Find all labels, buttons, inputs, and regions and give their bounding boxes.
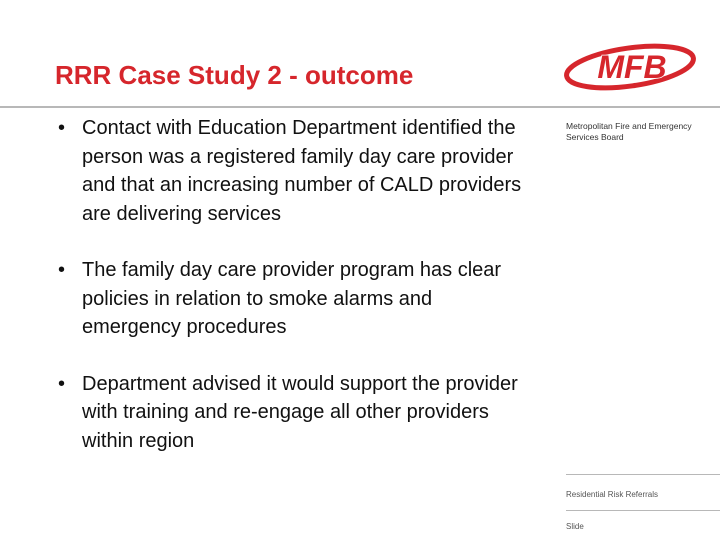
- title-divider: [0, 106, 720, 108]
- mfb-logo: [562, 42, 700, 92]
- organisation-name: Metropolitan Fire and Emergency Services Board: [566, 121, 692, 142]
- bullet-marker: •: [58, 259, 66, 281]
- slide-title: RRR Case Study 2 - outcome: [55, 60, 414, 90]
- bullet-marker: •: [58, 117, 66, 139]
- bullet-item: [58, 370, 533, 456]
- bullet-text: Contact with Education Department identified the person was a registered family day care provider and that an increasing number of CALD providers are delivering services: [82, 117, 522, 225]
- footer-divider-top: [566, 474, 720, 475]
- bullet-text: The family day care provider program has clear policies in relation to smoke alarms and emergency procedures: [82, 259, 502, 338]
- bullet-list: [58, 114, 533, 483]
- footer-slide-label: Slide: [566, 522, 584, 531]
- bullet-item: [58, 114, 533, 228]
- bullet-item: [58, 256, 533, 342]
- footer-topic: Residential Risk Referrals: [566, 490, 659, 499]
- bullet-text: Department advised it would support the provider with training and re-engage all other providers within region: [82, 372, 518, 452]
- logo-text: MFB: [597, 49, 667, 85]
- bullet-marker: •: [58, 372, 66, 395]
- footer-divider-bottom: [566, 510, 720, 511]
